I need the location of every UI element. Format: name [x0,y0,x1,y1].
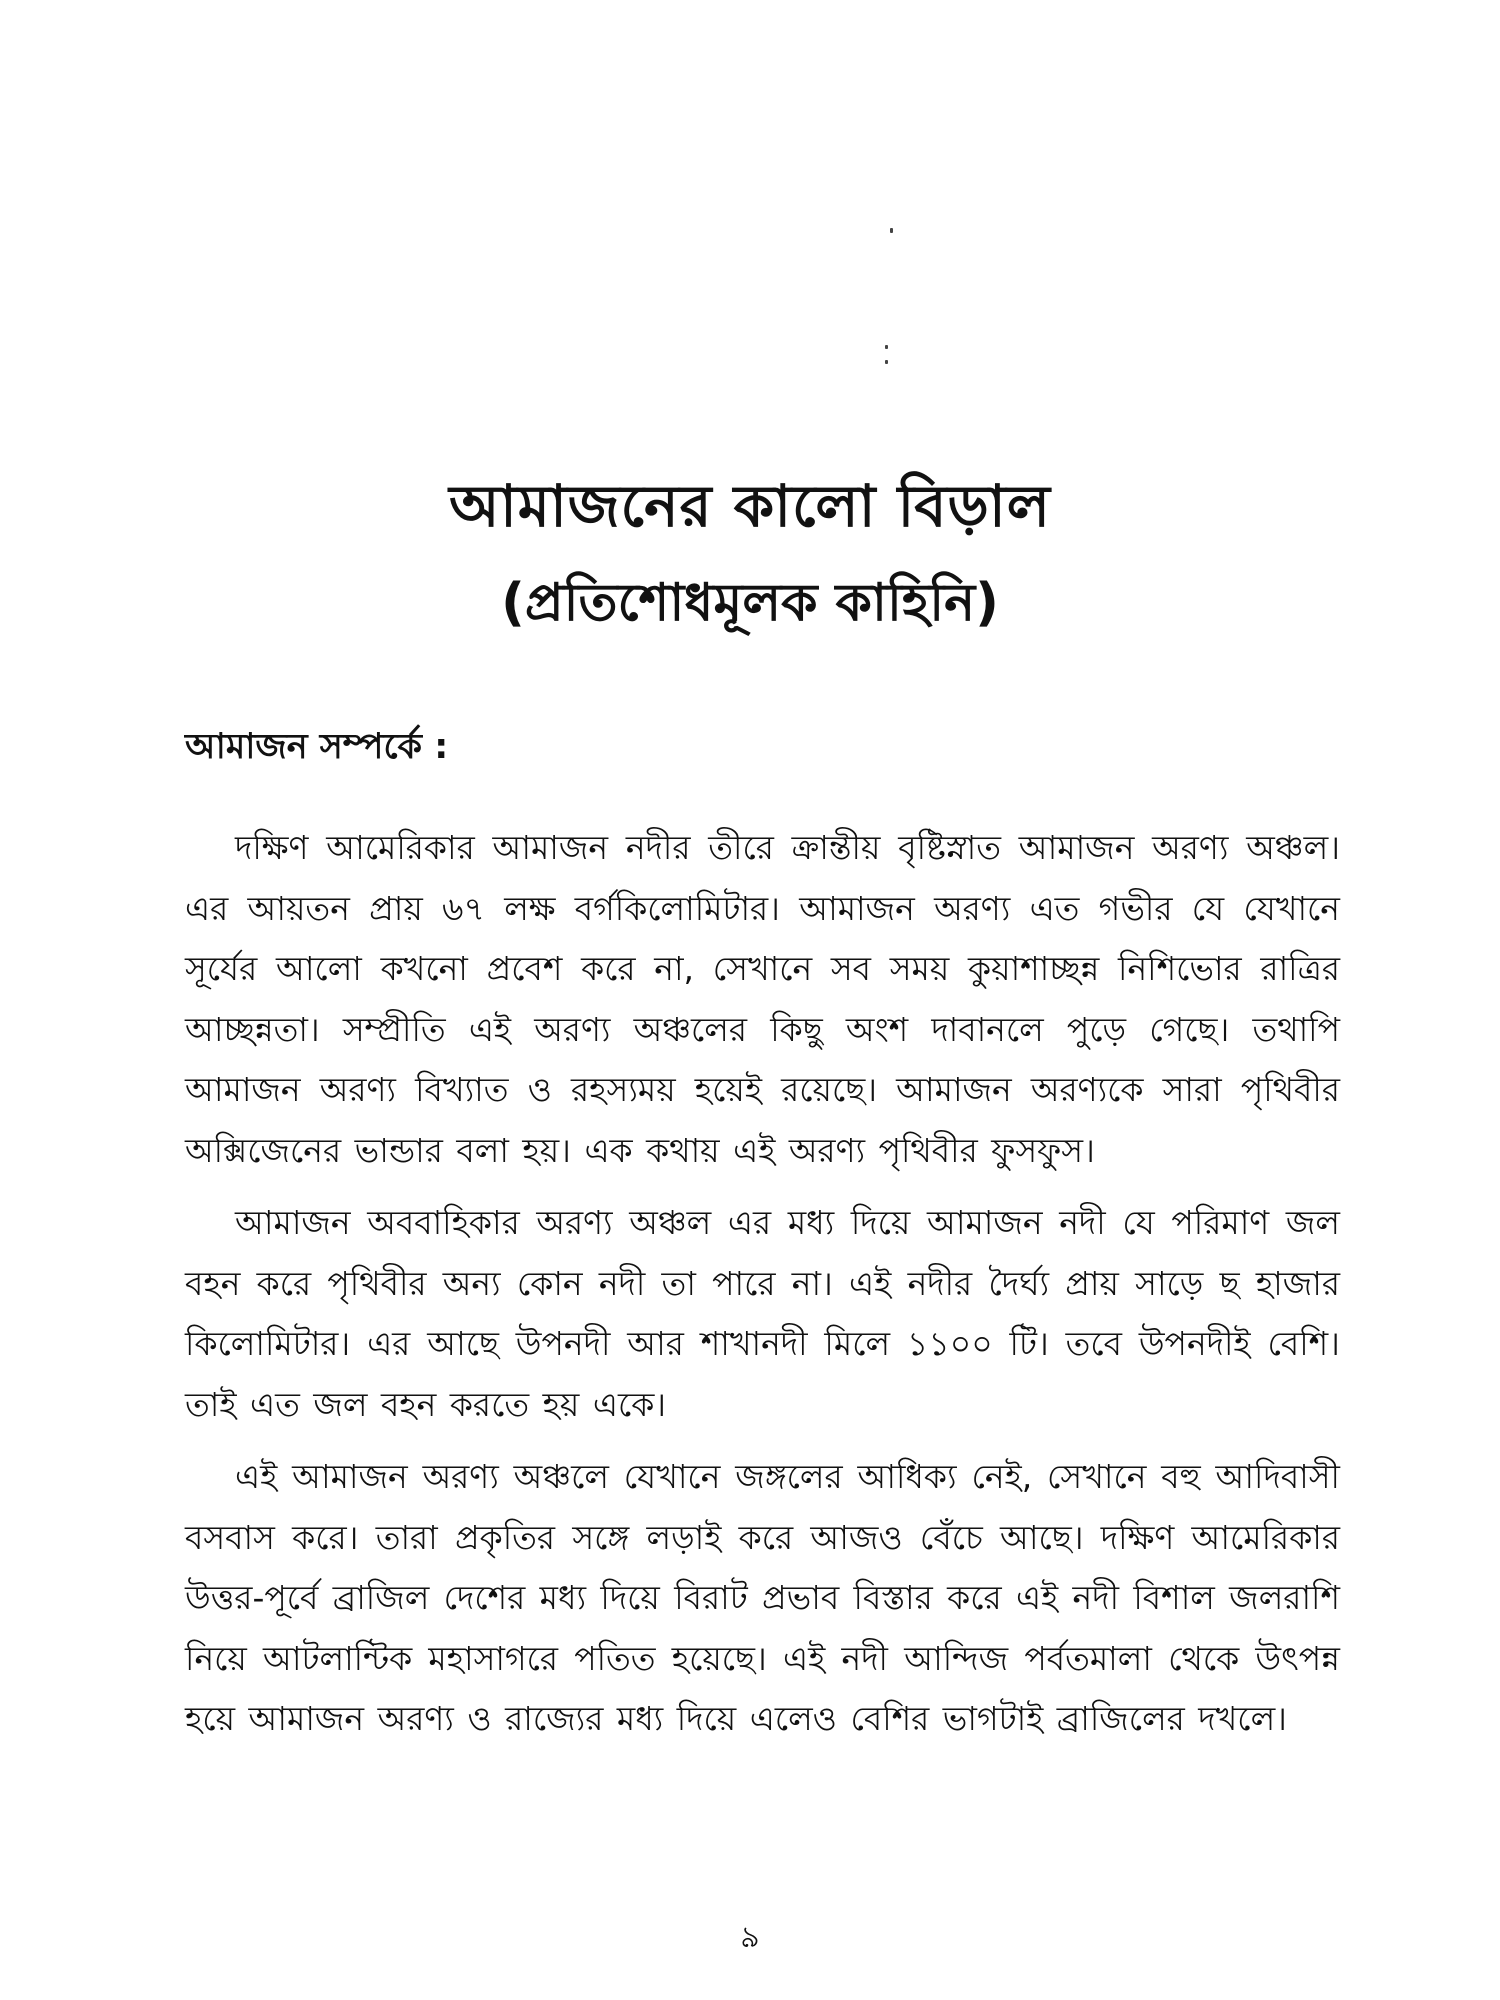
scan-speck [885,345,888,349]
paragraph: এই আমাজন অরণ্য অঞ্চলে যেখানে জঙ্গলের আধিক্য নেই, সেখানে বহু আদিবাসী বসবাস করে। তারা প্রকৃতির সঙ্গে লড়াই করে আজও বেঁচে আছে। দক্ষিণ আমেরিকার উত্তর-পূর্বে ব্রাজিল দেশের মধ্য দিয়ে বিরাট প্রভাব বিস্তার করে এই নদী বিশাল জলরাশি নিয়ে আটলান্টিক মহাসাগরে পতিত হয়েছে। এই নদী আন্দিজ পর্বতমালা থেকে উৎপন্ন হয়ে আমাজন অরণ্য ও রাজ্যের মধ্য দিয়ে এলেও বেশির ভাগটাই ব্রাজিলের দখলে। [185,1457,1340,1738]
scan-speck [885,360,888,364]
chapter-subtitle: (প্রতিশোধমূলক কাহিনি) [501,573,999,633]
paragraph: দক্ষিণ আমেরিকার আমাজন নদীর তীরে ক্রান্তীয় বৃষ্টিস্নাত আমাজন অরণ্য অঞ্চল। এর আয়তন প্রায় ৬৭ লক্ষ বর্গকিলোমিটার। আমাজন অরণ্য এত গভীর যে যেখানে সূর্যের আলো কখনো প্রবেশ করে না, সেখানে সব সময় কুয়াশাচ্ছন্ন নিশিভোর রাত্রির আচ্ছন্নতা। সম্প্রীতি এই অরণ্য অঞ্চলের কিছু অংশ দাবানলে পুড়ে গেছে। তথাপি আমাজন অরণ্য বিখ্যাত ও রহস্যময় হয়েই রয়েছে। আমাজন অরণ্যকে সারা পৃথিবীর অক্সিজেনের ভান্ডার বলা হয়। এক কথায় এই অরণ্য পৃথিবীর ফুসফুস। [185,828,1340,1170]
chapter-title: আমাজনের কালো বিড়াল [449,472,1051,540]
page-number: ৯ [740,1920,760,1955]
chapter-body [185,714,1340,1762]
paragraph: আমাজন অববাহিকার অরণ্য অঞ্চল এর মধ্য দিয়ে আমাজন নদী যে পরিমাণ জল বহন করে পৃথিবীর অন্য কোন নদী তা পারে না। এই নদীর দৈর্ঘ্য প্রায় সাড়ে ছ হাজার কিলোমিটার। এর আছে উপনদী আর শাখানদী মিলে ১১০০ টি। তবে উপনদীই বেশি। তাই এত জল বহন করতে হয় একে। [185,1203,1340,1424]
section-heading: আমাজন সম্পর্কে : [185,727,449,767]
scan-speck [890,228,893,233]
